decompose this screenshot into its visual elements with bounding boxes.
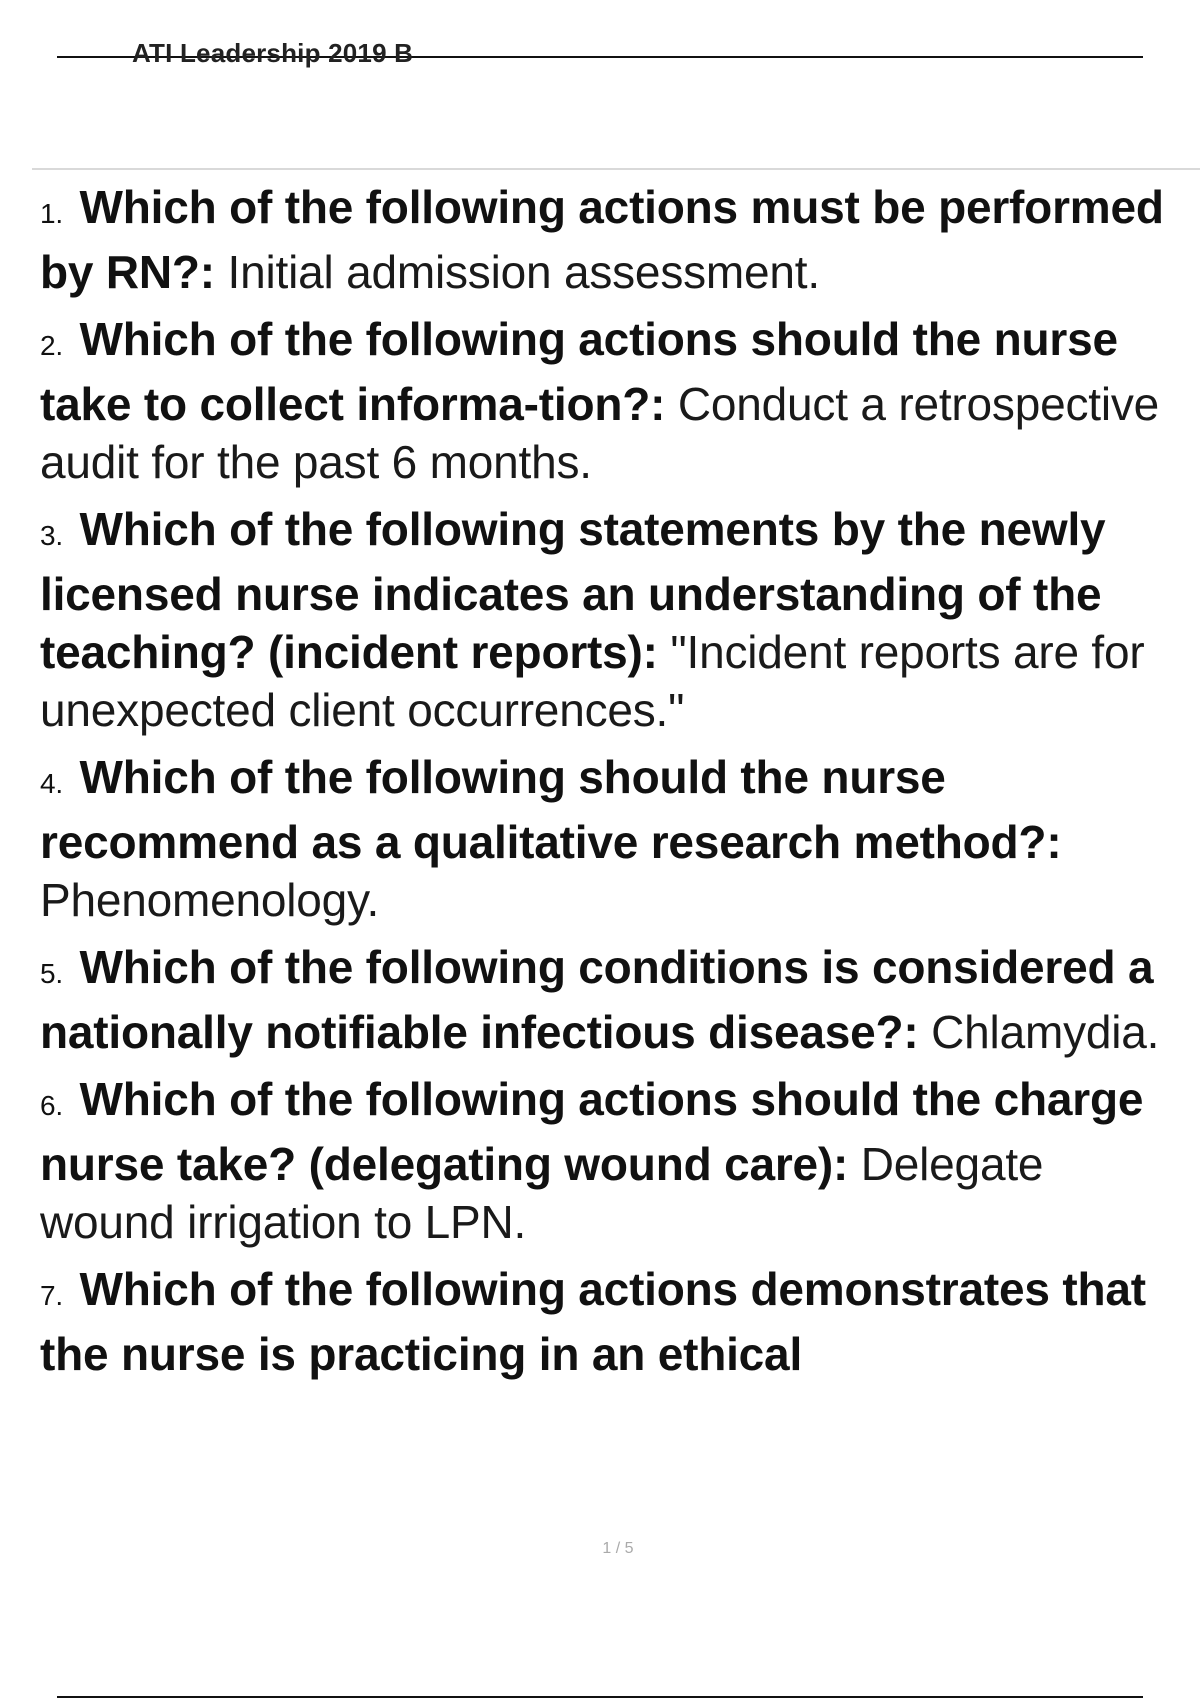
question-text: Which of the following conditions is considered a nationally notifiable infectious disease?: — [40, 941, 1154, 1058]
qa-item-1 — [40, 178, 1188, 301]
qa-item-5 — [40, 938, 1188, 1061]
footer-rule — [57, 1696, 1143, 1698]
item-number: 2. — [40, 330, 63, 361]
answer-text: Chlamydia. — [931, 1006, 1160, 1058]
item-number: 6. — [40, 1090, 63, 1121]
answer-text: Conduct a retrospective audit for the past 6 months. — [40, 378, 1160, 488]
question-text: Which of the following actions demonstrates that the nurse is practicing in an ethical — [40, 1263, 1146, 1380]
qa-item-4 — [40, 748, 1188, 929]
qa-item-3 — [40, 500, 1188, 739]
item-number: 1. — [40, 198, 63, 229]
answer-text: Initial admission assessment. — [227, 246, 820, 298]
document-title: ATI Leadership 2019 B — [132, 38, 414, 68]
question-text: Which of the following actions should the nurse take to collect informa-tion?: — [40, 313, 1118, 430]
page-number: 1 / 5 — [602, 1540, 634, 1557]
item-number: 3. — [40, 520, 63, 551]
separator-line — [32, 168, 1200, 170]
qa-item-7 — [40, 1260, 1188, 1383]
question-text: Which of the following should the nurse recommend as a qualitative research method?: — [40, 751, 1062, 868]
item-number: 4. — [40, 768, 63, 799]
answer-text: Phenomenology. — [40, 874, 380, 926]
item-number: 7. — [40, 1280, 63, 1311]
question-text: Which of the following actions must be performed by RN?: — [40, 181, 1164, 298]
answer-text: Delegate wound irrigation to LPN. — [40, 1138, 1044, 1248]
answer-text: "Incident reports are for unexpected client occurrences." — [40, 626, 1145, 736]
qa-list — [40, 178, 1188, 1392]
question-text: Which of the following actions should the charge nurse take? (delegating wound care): — [40, 1073, 1144, 1190]
qa-item-6 — [40, 1070, 1188, 1251]
qa-item-2 — [40, 310, 1188, 491]
question-text: Which of the following statements by the newly licensed nurse indicates an understanding of the teaching? (incident reports): — [40, 503, 1106, 678]
item-number: 5. — [40, 958, 63, 989]
